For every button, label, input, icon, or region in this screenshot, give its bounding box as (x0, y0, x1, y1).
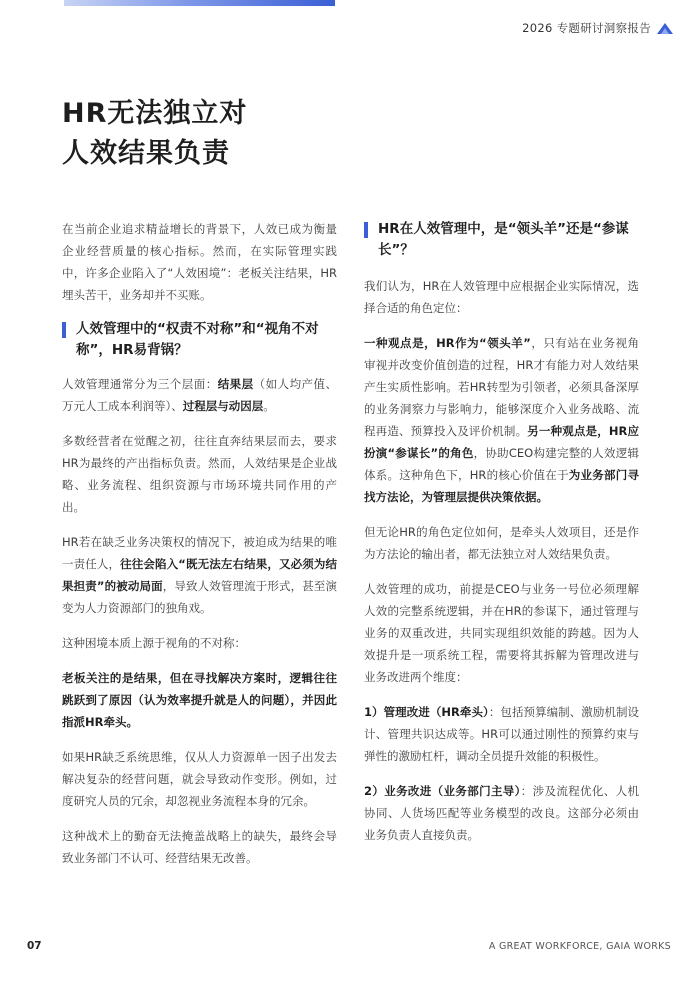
heading-accent-bar (364, 222, 368, 238)
paragraph-role-choice: 我们认为，HR在人效管理中应根据企业实际情况，选择合适的角色定位： (364, 279, 639, 315)
paragraph-hr-trap: HR若在缺乏业务决策权的情况下，被迫成为结果的唯一责任人，往往会陷入“既无法左右结果，又必须为结果担责”的被动局面，导致人效管理流于形式，甚至演变为人力资源部门的独角戏。 (62, 535, 338, 615)
paragraph-business-improvement: 2）业务改进（业务部门主导）：涉及流程优化、人机协同、人货场匹配等业务模型的改良。这部分必须由业务负责人直接负责。 (364, 784, 639, 842)
paragraph-success-premise: 人效管理的成功，前提是CEO与业务一号位必须理解人效的完整系统逻辑，并在HR的参谋下，通过管理与业务的双重改进，共同实现组织效能的跨越。因为人效提升是一项系统工程，需要将其拆解为管理改进与业务改进两个维度： (364, 582, 639, 684)
top-accent-bar (64, 0, 335, 6)
paragraph-asymmetry: 这种困境本质上源于视角的不对称： (62, 636, 246, 650)
paragraph-boss-focus: 老板关注的是结果，但在寻找解决方案时，逻辑往往跳跃到了原因（认为效率提升就是人的问题），并因此指派HR牵头。 (62, 671, 337, 729)
page-number: 07 (27, 940, 42, 952)
page-title-line-2: 人效结果负责 (62, 138, 230, 169)
heading-accent-bar (62, 322, 66, 338)
section-heading-1-text: 人效管理中的“权责不对称”和“视角不对称”，HR易背锅？ (76, 321, 319, 358)
paragraph-two-views: 一种观点是，HR作为“领头羊”，只有站在业务视角审视并改变价值创造的过程，HR才有能力对人效结果产生实质性影响。若HR转型为引领者，必须具备深厚的业务洞察力与影响力，能够深度介入业务战略、流程再造、预算投入及评价机制。另一种观点是，HR应扮演“参谋长”的角色，协助CEO构建完整的人效逻辑体系。这种角色下，HR的核心价值在于为业务部门寻找方法论，为管理层提供决策依据。 (364, 336, 640, 504)
paragraph-results: 多数经营者在觉醒之初，往往直奔结果层而去，要求HR为最终的产出指标负责。然而，人效结果是企业战略、业务流程、组织资源与市场环境共同作用的产出。 (62, 434, 337, 514)
paragraph-system-thinking: 如果HR缺乏系统思维，仅从人力资源单一因子出发去解决复杂的经营问题，就会导致动作变形。例如，过度研究人员的冗余，却忽视业务流程本身的冗余。 (62, 750, 337, 808)
mountain-icon (657, 22, 673, 34)
page-title (62, 94, 247, 174)
section-heading-1 (62, 319, 337, 361)
footer-tagline: A GREAT WORKFORCE, GAIA WORKS (488, 941, 671, 952)
section-heading-2 (364, 219, 639, 261)
paragraph-management-improvement: 1）管理改进（HR牵头）：包括预算编制、激励机制设计、管理共识达成等。HR可以通过刚性的预算约束与弹性的激励杠杆，调动全员提升效能的积极性。 (364, 705, 640, 763)
report-header (522, 20, 673, 36)
paragraph-no-independence: 但无论HR的角色定位如何，是牵头人效项目，还是作为方法论的输出者，都无法独立对人效结果负责。 (364, 525, 639, 561)
paragraph-tactics: 这种战术上的勤奋无法掩盖战略上的缺失，最终会导致业务部门不认可、经营结果无改善。 (62, 829, 337, 865)
intro-paragraph: 在当前企业追求精益增长的背景下，人效已成为衡量企业经营质量的核心指标。然而，在实际管理实践中，许多企业陷入了“人效困境”：老板关注结果，HR埋头苦干，业务却并不买账。 (62, 222, 337, 302)
report-title: 2026 专题研讨洞察报告 (522, 21, 651, 35)
section-heading-2-text: HR在人效管理中，是“领头羊”还是“参谋长”？ (378, 221, 629, 258)
left-column (62, 218, 337, 882)
page-title-line-1: HR无法独立对 (62, 98, 248, 129)
right-column (364, 219, 639, 859)
paragraph-levels: 人效管理通常分为三个层面：结果层（如人均产值、万元人工成本利润等）、过程层与动因层。 (62, 377, 338, 413)
